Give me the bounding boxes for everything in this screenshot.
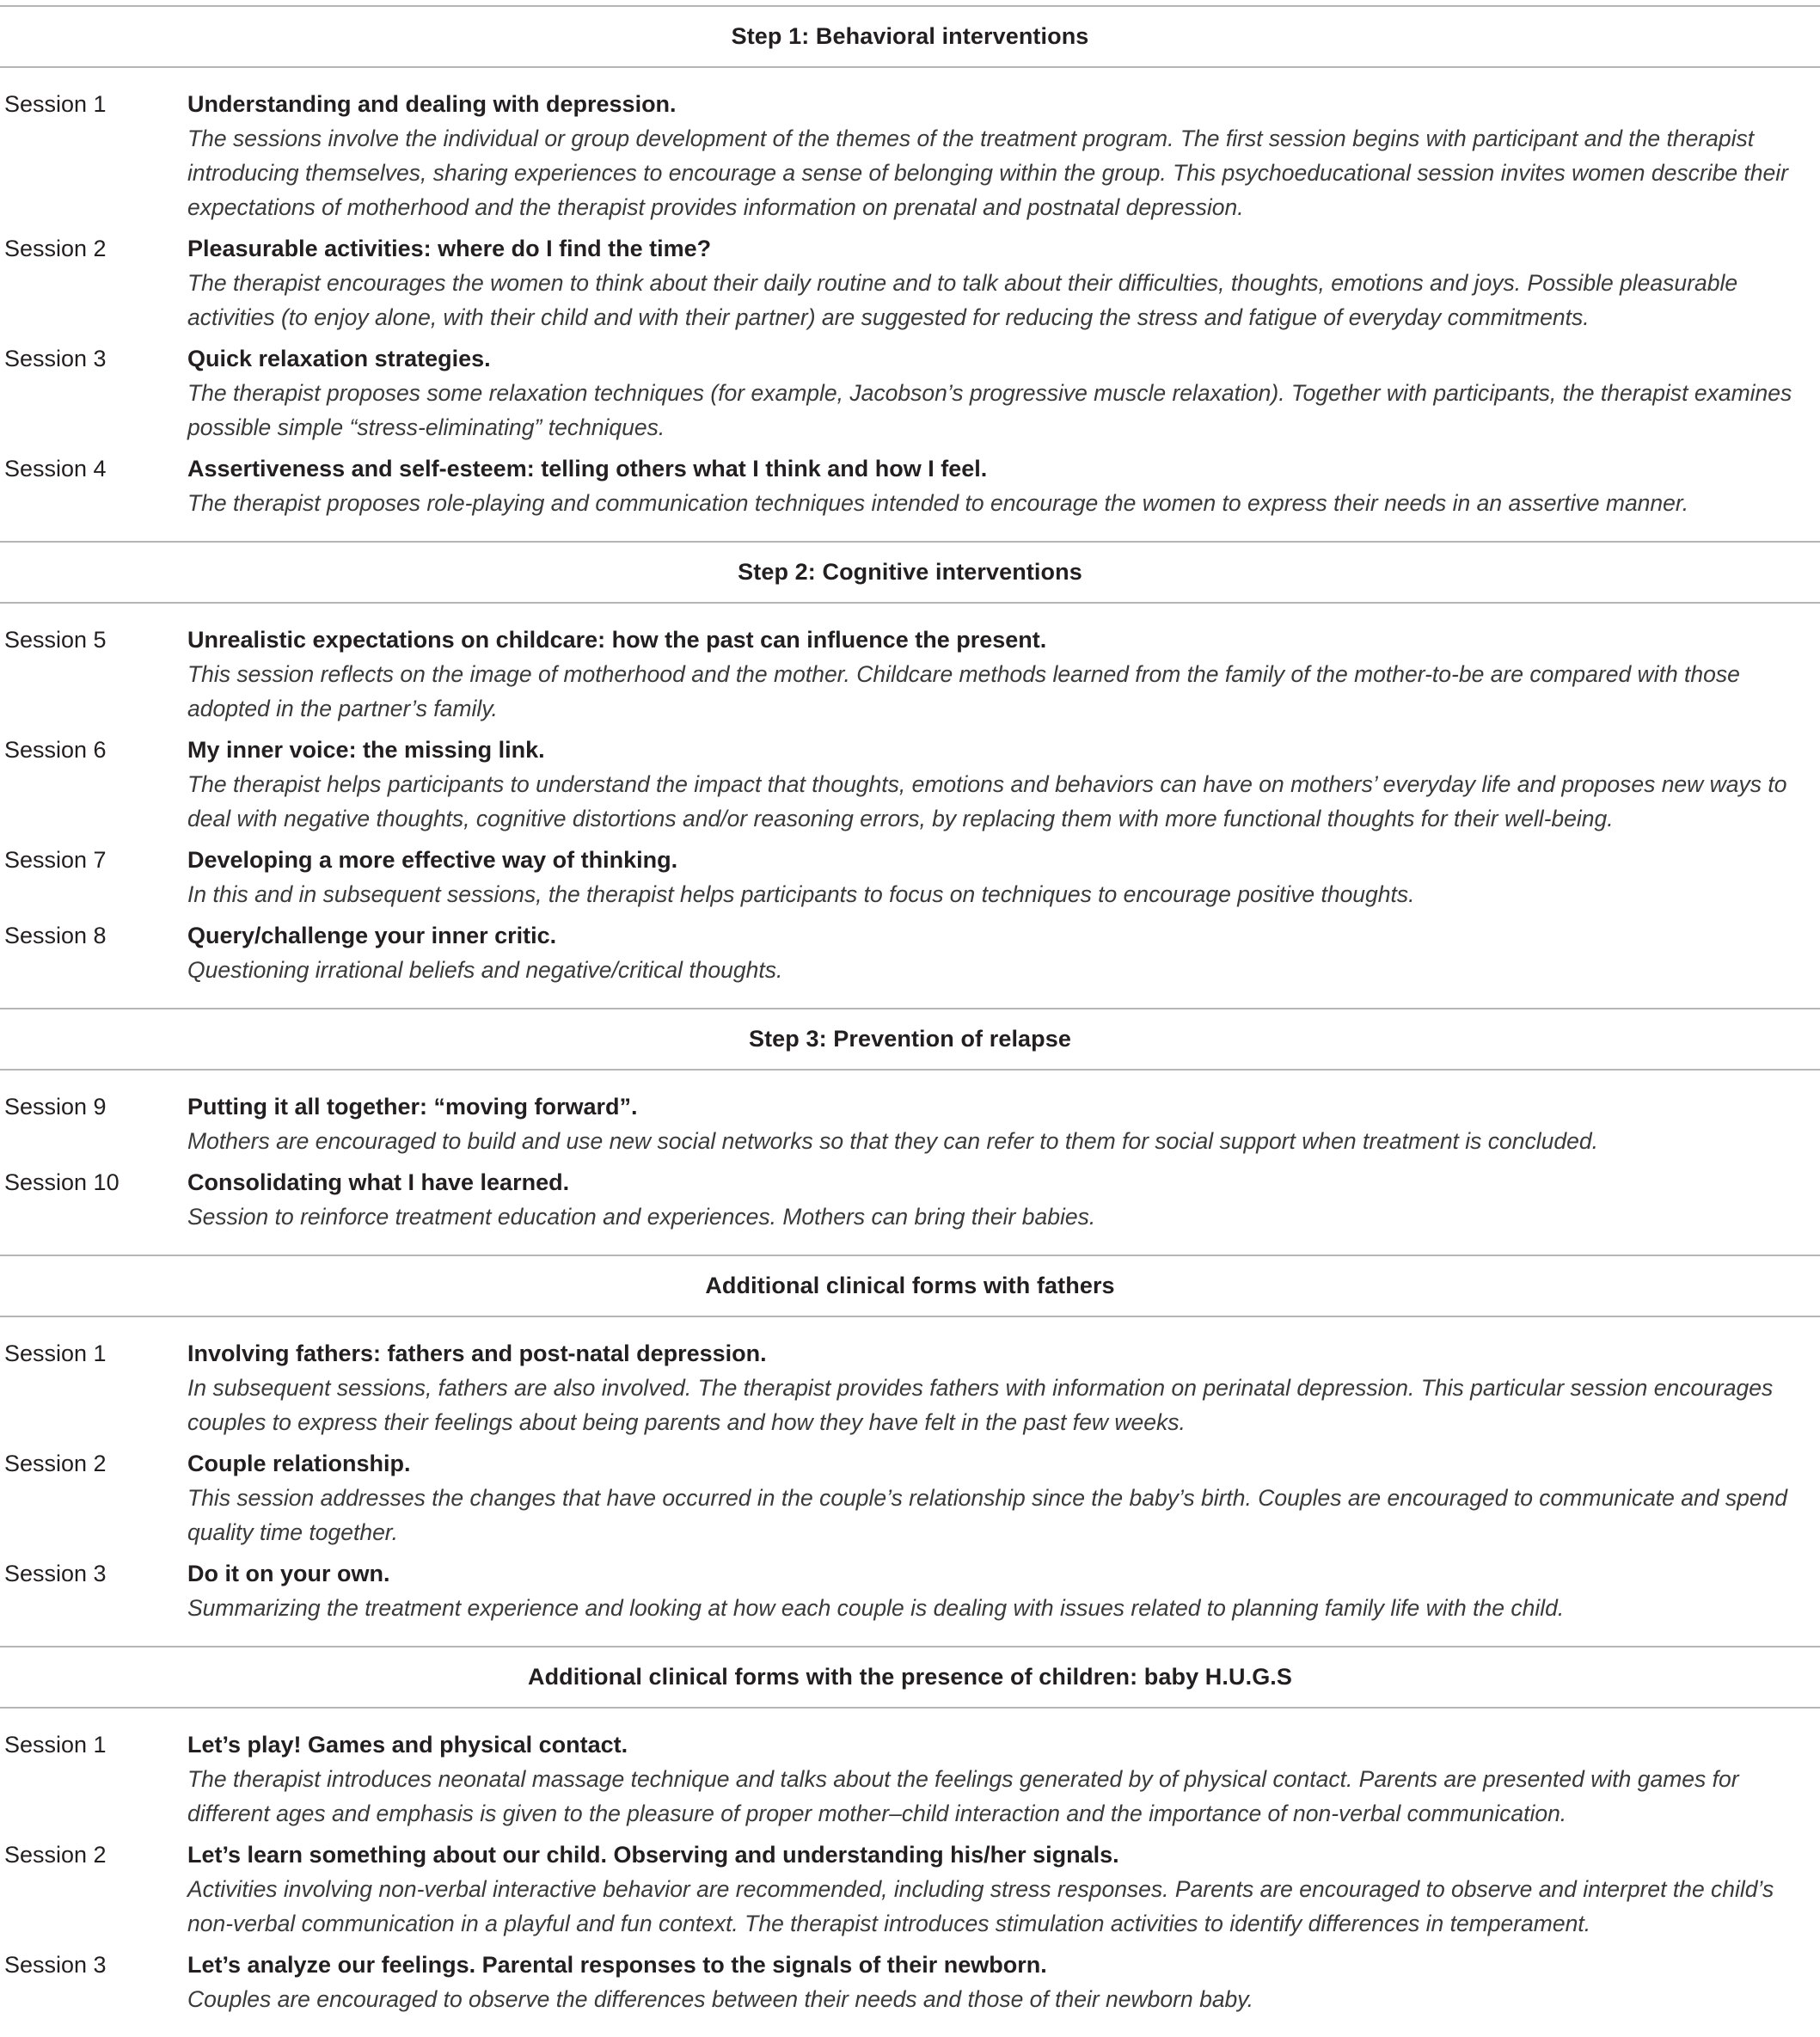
table-row bbox=[0, 1336, 1820, 1439]
section-body bbox=[0, 1071, 1820, 1255]
table-row bbox=[0, 1556, 1820, 1625]
session-title: Pleasurable activities: where do I find the time? bbox=[187, 236, 712, 261]
session-content bbox=[187, 843, 1817, 911]
session-title: My inner voice: the missing link. bbox=[187, 737, 545, 763]
session-content bbox=[187, 341, 1817, 445]
session-content bbox=[187, 231, 1817, 334]
session-content bbox=[187, 87, 1817, 224]
session-content bbox=[187, 1838, 1817, 1941]
table-row bbox=[0, 623, 1820, 726]
session-description: Mothers are encouraged to build and use new social networks so that they can refer to them for social support when treatment is concluded. bbox=[187, 1128, 1598, 1154]
treatment-program-table bbox=[0, 5, 1820, 2037]
session-label: Session 3 bbox=[4, 346, 107, 371]
session-title: Do it on your own. bbox=[187, 1561, 390, 1586]
session-content bbox=[187, 623, 1817, 726]
session-title: Understanding and dealing with depression. bbox=[187, 91, 677, 117]
session-content bbox=[187, 1948, 1817, 2016]
session-content bbox=[187, 451, 1817, 520]
table-row bbox=[0, 341, 1820, 445]
session-label: Session 1 bbox=[4, 91, 107, 117]
table-row bbox=[0, 1446, 1820, 1549]
table-row bbox=[0, 733, 1820, 836]
session-description: The therapist encourages the women to think about their daily routine and to talk about their difficulties, thoughts, emotions and joys. Possible pleasurable activities (to enjoy alone, with their child and with their partner) are suggested for reducing the stress and fatigue of everyday commitments. bbox=[187, 270, 1738, 330]
session-label: Session 10 bbox=[4, 1169, 119, 1195]
session-title: Unrealistic expectations on childcare: how the past can influence the present. bbox=[187, 627, 1047, 653]
section-body bbox=[0, 1709, 1820, 2037]
section-heading: Step 2: Cognitive interventions bbox=[738, 559, 1082, 585]
session-content bbox=[187, 1089, 1817, 1158]
session-description: Couples are encouraged to observe the differences between their needs and those of their newborn baby. bbox=[187, 1986, 1253, 2012]
table-row bbox=[0, 87, 1820, 224]
session-description: The therapist proposes some relaxation techniques (for example, Jacobson’s progressive muscle relaxation). Together with participants, the therapist examines possible simple “stress-eliminating” techniques. bbox=[187, 380, 1792, 440]
session-description: In subsequent sessions, fathers are also involved. The therapist provides fathers with information on perinatal depression. This particular session encourages couples to express their feelings about being parents and how they have felt in the past few weeks. bbox=[187, 1375, 1774, 1435]
session-label: Session 8 bbox=[4, 923, 107, 948]
session-title: Query/challenge your inner critic. bbox=[187, 923, 557, 948]
session-title: Let’s play! Games and physical contact. bbox=[187, 1732, 628, 1758]
table-row bbox=[0, 918, 1820, 987]
session-label: Session 2 bbox=[4, 236, 107, 261]
session-label: Session 1 bbox=[4, 1341, 107, 1366]
session-title: Let’s analyze our feelings. Parental responses to the signals of their newborn. bbox=[187, 1952, 1047, 1978]
table-row bbox=[0, 843, 1820, 911]
session-title: Let’s learn something about our child. Observing and understanding his/her signals. bbox=[187, 1842, 1119, 1868]
section-heading: Step 3: Prevention of relapse bbox=[748, 1026, 1071, 1052]
session-title: Consolidating what I have learned. bbox=[187, 1169, 570, 1195]
table-row bbox=[0, 1838, 1820, 1941]
table-row bbox=[0, 1948, 1820, 2016]
session-label: Session 7 bbox=[4, 847, 107, 873]
session-label: Session 4 bbox=[4, 456, 107, 482]
session-description: Activities involving non-verbal interactive behavior are recommended, including stress responses. Parents are encouraged to observe and interpret the child’s non-verbal communication in a playful and fun context. The therapist introduces stimulation activities to identify differences in temperament. bbox=[187, 1876, 1774, 1936]
session-content bbox=[187, 918, 1817, 987]
table-row bbox=[0, 1089, 1820, 1158]
session-description: This session reflects on the image of motherhood and the mother. Childcare methods learned from the family of the mother-to-be are compared with those adopted in the partner’s family. bbox=[187, 661, 1740, 721]
section-body bbox=[0, 604, 1820, 1008]
session-title: Couple relationship. bbox=[187, 1451, 411, 1476]
table-row bbox=[0, 231, 1820, 334]
session-description: This session addresses the changes that have occurred in the couple’s relationship since the baby’s birth. Couples are encouraged to communicate and spend quality time together. bbox=[187, 1485, 1788, 1545]
session-content bbox=[187, 1165, 1817, 1234]
session-label: Session 6 bbox=[4, 737, 107, 763]
section-heading: Additional clinical forms with fathers bbox=[705, 1273, 1115, 1298]
session-content bbox=[187, 1446, 1817, 1549]
session-description: Session to reinforce treatment education and experiences. Mothers can bring their babies. bbox=[187, 1204, 1096, 1230]
session-title: Quick relaxation strategies. bbox=[187, 346, 491, 371]
session-label: Session 9 bbox=[4, 1094, 107, 1120]
session-label: Session 2 bbox=[4, 1451, 107, 1476]
session-content bbox=[187, 1556, 1817, 1625]
session-label: Session 3 bbox=[4, 1952, 107, 1978]
table-row bbox=[0, 1165, 1820, 1234]
section-body bbox=[0, 68, 1820, 541]
session-description: The therapist introduces neonatal massage technique and talks about the feelings generated by of physical contact. Parents are presented with games for different ages and emphasis is given to the pleasure of proper mother–child interaction and the importance of non-verbal communication. bbox=[187, 1766, 1739, 1826]
section-heading: Additional clinical forms with the presence of children: baby H.U.G.S bbox=[527, 1664, 1293, 1690]
session-description: In this and in subsequent sessions, the therapist helps participants to focus on techniques to encourage positive thoughts. bbox=[187, 881, 1415, 907]
session-content bbox=[187, 1336, 1817, 1439]
session-label: Session 2 bbox=[4, 1842, 107, 1868]
session-description: The sessions involve the individual or group development of the themes of the treatment program. The first session begins with participant and the therapist introducing themselves, sharing experiences to encourage a sense of belonging within the group. This psychoeducational session invites women describe their expectations of motherhood and the therapist provides information on prenatal and postnatal depression. bbox=[187, 126, 1788, 220]
session-description: The therapist helps participants to understand the impact that thoughts, emotions and behaviors can have on mothers’ everyday life and proposes new ways to deal with negative thoughts, cognitive distortions and/or reasoning errors, by replacing them with more functional thoughts for their well-being. bbox=[187, 771, 1787, 831]
session-description: Questioning irrational beliefs and negative/critical thoughts. bbox=[187, 957, 783, 983]
session-content bbox=[187, 733, 1817, 836]
table-row bbox=[0, 1727, 1820, 1831]
session-title: Putting it all together: “moving forward”. bbox=[187, 1094, 638, 1120]
section-heading: Step 1: Behavioral interventions bbox=[731, 23, 1089, 49]
session-label: Session 3 bbox=[4, 1561, 107, 1586]
session-description: The therapist proposes role-playing and communication techniques intended to encourage the women to express their needs in an assertive manner. bbox=[187, 490, 1689, 516]
session-title: Involving fathers: fathers and post-natal depression. bbox=[187, 1341, 767, 1366]
table-row bbox=[0, 451, 1820, 520]
session-title: Assertiveness and self-esteem: telling others what I think and how I feel. bbox=[187, 456, 988, 482]
session-label: Session 1 bbox=[4, 1732, 107, 1758]
session-label: Session 5 bbox=[4, 627, 107, 653]
session-content bbox=[187, 1727, 1817, 1831]
session-description: Summarizing the treatment experience and looking at how each couple is dealing with issues related to planning family life with the child. bbox=[187, 1595, 1565, 1621]
section-body bbox=[0, 1317, 1820, 1646]
session-title: Developing a more effective way of thinking. bbox=[187, 847, 678, 873]
